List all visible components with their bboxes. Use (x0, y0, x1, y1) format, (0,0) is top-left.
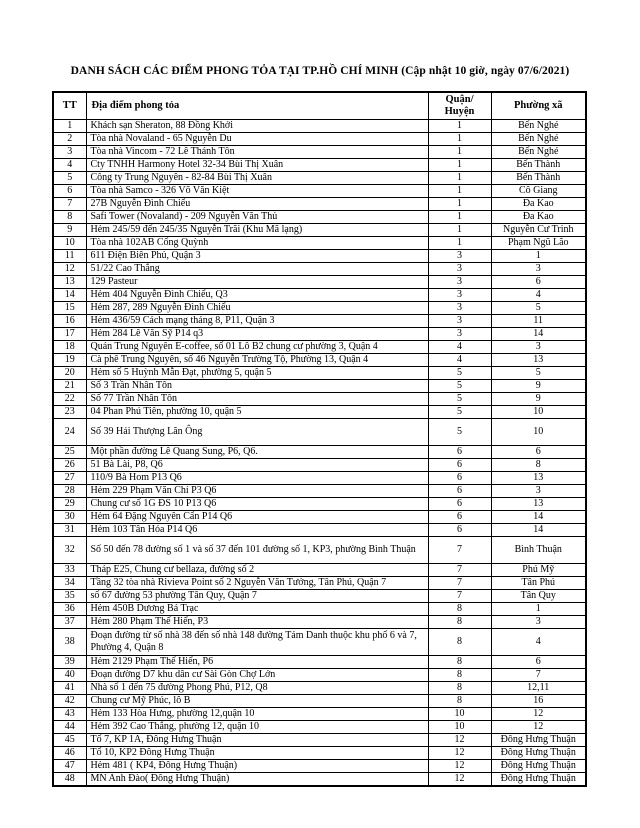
cell-ward: Đa Kao (491, 210, 586, 223)
table-row (53, 720, 586, 733)
table-row (53, 392, 586, 405)
cell-district: 5 (428, 418, 491, 445)
cell-tt: 42 (53, 694, 86, 707)
cell-location: Cty TNHH Harmony Hotel 32-34 Bùi Thị Xuân (86, 158, 428, 171)
cell-ward: 6 (491, 275, 586, 288)
cell-location: Hẻm 450B Dương Bá Trạc (86, 602, 428, 615)
cell-location: 611 Điện Biên Phủ, Quận 3 (86, 249, 428, 262)
cell-tt: 26 (53, 458, 86, 471)
cell-tt: 1 (53, 119, 86, 132)
cell-ward: 5 (491, 366, 586, 379)
cell-location: Hẻm 392 Cao Thắng, phường 12, quận 10 (86, 720, 428, 733)
cell-district: 12 (428, 772, 491, 786)
cell-location: Số 77 Trần Nhân Tôn (86, 392, 428, 405)
cell-tt: 32 (53, 536, 86, 563)
cell-district: 4 (428, 340, 491, 353)
cell-tt: 11 (53, 249, 86, 262)
column-header-district: Quận/ Huyện (428, 92, 491, 119)
cell-ward: Phạm Ngũ Lão (491, 236, 586, 249)
cell-tt: 28 (53, 484, 86, 497)
cell-ward: Nguyễn Cư Trinh (491, 223, 586, 236)
cell-tt: 31 (53, 523, 86, 536)
cell-ward: 14 (491, 523, 586, 536)
cell-district: 1 (428, 223, 491, 236)
cell-tt: 25 (53, 445, 86, 458)
table-row (53, 249, 586, 262)
cell-ward: 5 (491, 301, 586, 314)
cell-ward: 11 (491, 314, 586, 327)
cell-ward: 7 (491, 668, 586, 681)
cell-ward: Đông Hưng Thuận (491, 759, 586, 772)
cell-tt: 40 (53, 668, 86, 681)
cell-district: 6 (428, 458, 491, 471)
cell-tt: 33 (53, 563, 86, 576)
cell-tt: 3 (53, 145, 86, 158)
cell-district: 1 (428, 145, 491, 158)
cell-location: Số 39 Hải Thượng Lãn Ông (86, 418, 428, 445)
cell-location: Tháp E25, Chung cư bellaza, đường số 2 (86, 563, 428, 576)
cell-location: Chung cư số 1G ĐS 10 P13 Q6 (86, 497, 428, 510)
cell-tt: 45 (53, 733, 86, 746)
cell-ward: 3 (491, 484, 586, 497)
cell-district: 6 (428, 510, 491, 523)
cell-location: 129 Pasteur (86, 275, 428, 288)
cell-district: 1 (428, 119, 491, 132)
cell-tt: 35 (53, 589, 86, 602)
cell-tt: 27 (53, 471, 86, 484)
table-row (53, 615, 586, 628)
cell-location: số 67 đường 53 phường Tân Quy, Quận 7 (86, 589, 428, 602)
cell-ward: Tân Quy (491, 589, 586, 602)
cell-ward: 13 (491, 497, 586, 510)
cell-ward: Cô Giang (491, 184, 586, 197)
table-row (53, 458, 586, 471)
cell-tt: 13 (53, 275, 86, 288)
cell-location: 04 Phan Phú Tiên, phường 10, quận 5 (86, 405, 428, 418)
cell-ward: 14 (491, 327, 586, 340)
cell-location: Hẻm 404 Nguyễn Đình Chiểu, Q3 (86, 288, 428, 301)
cell-district: 6 (428, 523, 491, 536)
cell-location: Hẻm 481 ( KP4, Đông Hưng Thuận) (86, 759, 428, 772)
table-row (53, 655, 586, 668)
cell-district: 1 (428, 210, 491, 223)
table-row (53, 184, 586, 197)
table-row (53, 379, 586, 392)
table-header (53, 92, 586, 119)
table-row (53, 353, 586, 366)
lockdown-points-table (52, 91, 587, 787)
table-row (53, 681, 586, 694)
table-row (53, 471, 586, 484)
cell-district: 6 (428, 497, 491, 510)
cell-district: 1 (428, 171, 491, 184)
cell-location: Tổ 7, KP 1A, Đông Hưng Thuận (86, 733, 428, 746)
cell-location: Công ty Trung Nguyên - 82-84 Bùi Thị Xuân (86, 171, 428, 184)
table-row (53, 523, 586, 536)
cell-tt: 8 (53, 210, 86, 223)
column-header-tt: TT (53, 92, 86, 119)
cell-district: 3 (428, 275, 491, 288)
cell-ward: 3 (491, 615, 586, 628)
cell-district: 6 (428, 471, 491, 484)
cell-district: 8 (428, 681, 491, 694)
cell-ward: Bến Nghé (491, 132, 586, 145)
cell-location: Tòa nhà Novaland - 65 Nguyễn Du (86, 132, 428, 145)
cell-tt: 20 (53, 366, 86, 379)
cell-district: 1 (428, 184, 491, 197)
cell-ward: Đông Hưng Thuận (491, 746, 586, 759)
cell-location: Hẻm số 5 Huỳnh Mẫn Đạt, phường 5, quận 5 (86, 366, 428, 379)
cell-district: 12 (428, 733, 491, 746)
cell-ward: 9 (491, 379, 586, 392)
cell-tt: 41 (53, 681, 86, 694)
cell-location: Đoạn đường từ số nhà 38 đến số nhà 148 đường Tám Danh thuộc khu phố 6 và 7, Phường 4, Quận 8 (86, 628, 428, 655)
cell-ward: 1 (491, 602, 586, 615)
cell-location: 51 Bà Lài, P8, Q6 (86, 458, 428, 471)
table-row (53, 275, 586, 288)
cell-location: Tòa nhà Vincom - 72 Lê Thánh Tôn (86, 145, 428, 158)
cell-ward: 13 (491, 471, 586, 484)
cell-ward: Tân Phú (491, 576, 586, 589)
cell-tt: 48 (53, 772, 86, 786)
table-row (53, 171, 586, 184)
cell-location: Tòa nhà Samco - 326 Võ Văn Kiệt (86, 184, 428, 197)
cell-tt: 47 (53, 759, 86, 772)
table-row (53, 119, 586, 132)
cell-ward: Bến Thành (491, 171, 586, 184)
cell-ward: 12 (491, 720, 586, 733)
cell-location: 110/9 Bà Hom P13 Q6 (86, 471, 428, 484)
cell-tt: 36 (53, 602, 86, 615)
cell-location: Tổ 10, KP2 Đông Hưng Thuận (86, 746, 428, 759)
cell-location: Hẻm 284 Lê Văn Sỹ P14 q3 (86, 327, 428, 340)
cell-district: 8 (428, 668, 491, 681)
cell-ward: Bến Nghé (491, 145, 586, 158)
cell-location: 51/22 Cao Thắng (86, 262, 428, 275)
cell-ward: 9 (491, 392, 586, 405)
cell-district: 6 (428, 445, 491, 458)
cell-location: Số 3 Trần Nhân Tôn (86, 379, 428, 392)
cell-ward: 13 (491, 353, 586, 366)
table-row (53, 418, 586, 445)
cell-tt: 19 (53, 353, 86, 366)
table-row (53, 668, 586, 681)
cell-district: 1 (428, 236, 491, 249)
table-row (53, 327, 586, 340)
cell-tt: 5 (53, 171, 86, 184)
table-row (53, 602, 586, 615)
cell-district: 7 (428, 576, 491, 589)
cell-location: Safi Tower (Novaland) - 209 Nguyễn Văn Thủ (86, 210, 428, 223)
cell-tt: 29 (53, 497, 86, 510)
cell-district: 1 (428, 197, 491, 210)
cell-district: 8 (428, 694, 491, 707)
table-row (53, 628, 586, 655)
table-row (53, 158, 586, 171)
cell-ward: 1 (491, 249, 586, 262)
cell-location: Một phần đường Lê Quang Sung, P6, Q6. (86, 445, 428, 458)
table-row (53, 236, 586, 249)
table-row (53, 589, 586, 602)
cell-district: 10 (428, 707, 491, 720)
table-row (53, 145, 586, 158)
header-row (53, 92, 586, 119)
cell-ward: 4 (491, 628, 586, 655)
cell-location: Số 50 đến 78 đường số 1 và số 37 đến 101 đường số 1, KP3, phường Bình Thuận (86, 536, 428, 563)
cell-district: 3 (428, 249, 491, 262)
table-row (53, 223, 586, 236)
table-row (53, 262, 586, 275)
cell-tt: 14 (53, 288, 86, 301)
table-row (53, 405, 586, 418)
cell-ward: 4 (491, 288, 586, 301)
cell-district: 3 (428, 288, 491, 301)
cell-location: Tầng 32 tòa nhà Rivieva Point số 2 Nguyễn Văn Tưởng, Tân Phú, Quận 7 (86, 576, 428, 589)
cell-tt: 38 (53, 628, 86, 655)
cell-tt: 22 (53, 392, 86, 405)
cell-tt: 10 (53, 236, 86, 249)
cell-district: 8 (428, 628, 491, 655)
cell-ward: 14 (491, 510, 586, 523)
table-row (53, 340, 586, 353)
cell-tt: 21 (53, 379, 86, 392)
cell-district: 7 (428, 536, 491, 563)
cell-tt: 34 (53, 576, 86, 589)
table-row (53, 314, 586, 327)
table-row (53, 132, 586, 145)
table-row (53, 288, 586, 301)
cell-location: Hẻm 103 Tân Hóa P14 Q6 (86, 523, 428, 536)
cell-ward: Bến Thành (491, 158, 586, 171)
cell-tt: 39 (53, 655, 86, 668)
cell-tt: 6 (53, 184, 86, 197)
cell-ward: Phú Mỹ (491, 563, 586, 576)
table-row (53, 301, 586, 314)
cell-tt: 46 (53, 746, 86, 759)
cell-ward: 12,11 (491, 681, 586, 694)
cell-district: 7 (428, 563, 491, 576)
cell-tt: 4 (53, 158, 86, 171)
cell-tt: 7 (53, 197, 86, 210)
cell-location: Đoạn đường D7 khu dân cư Sài Gòn Chợ Lớn (86, 668, 428, 681)
cell-district: 12 (428, 746, 491, 759)
cell-district: 3 (428, 262, 491, 275)
cell-district: 1 (428, 158, 491, 171)
page-title: DANH SÁCH CÁC ĐIỂM PHONG TỎA TẠI TP.HỒ CHÍ MINH (Cập nhật 10 giờ, ngày 07/6/2021) (70, 65, 570, 77)
cell-tt: 37 (53, 615, 86, 628)
cell-ward: Bến Nghé (491, 119, 586, 132)
cell-location: Cà phê Trung Nguyên, số 46 Nguyễn Trường Tộ, Phường 13, Quận 4 (86, 353, 428, 366)
cell-tt: 2 (53, 132, 86, 145)
cell-tt: 43 (53, 707, 86, 720)
cell-tt: 23 (53, 405, 86, 418)
cell-district: 5 (428, 379, 491, 392)
cell-location: Tòa nhà 102AB Cống Quỳnh (86, 236, 428, 249)
table-row (53, 694, 586, 707)
cell-location: Hẻm 229 Phạm Văn Chí P3 Q6 (86, 484, 428, 497)
table-row (53, 510, 586, 523)
table-row (53, 197, 586, 210)
cell-ward: 6 (491, 655, 586, 668)
table-row (53, 707, 586, 720)
table-row (53, 733, 586, 746)
cell-ward: Đông Hưng Thuận (491, 733, 586, 746)
cell-location: Hẻm 133 Hòa Hưng, phường 12,quận 10 (86, 707, 428, 720)
table-row (53, 210, 586, 223)
cell-district: 10 (428, 720, 491, 733)
table-row (53, 366, 586, 379)
cell-tt: 44 (53, 720, 86, 733)
cell-ward: 3 (491, 262, 586, 275)
cell-tt: 12 (53, 262, 86, 275)
cell-district: 6 (428, 484, 491, 497)
cell-location: Hẻm 287, 289 Nguyễn Đình Chiểu (86, 301, 428, 314)
table-row (53, 484, 586, 497)
cell-tt: 18 (53, 340, 86, 353)
cell-location: Khách sạn Sheraton, 88 Đồng Khởi (86, 119, 428, 132)
cell-district: 3 (428, 327, 491, 340)
table-row (53, 772, 586, 786)
cell-ward: 8 (491, 458, 586, 471)
cell-district: 8 (428, 655, 491, 668)
cell-district: 4 (428, 353, 491, 366)
cell-location: Hẻm 436/59 Cách mạng tháng 8, P11, Quận 3 (86, 314, 428, 327)
cell-location: 27B Nguyễn Đình Chiểu (86, 197, 428, 210)
cell-district: 5 (428, 405, 491, 418)
cell-ward: Bình Thuận (491, 536, 586, 563)
cell-ward: Đa Kao (491, 197, 586, 210)
cell-district: 8 (428, 602, 491, 615)
column-header-ward: Phường xã (491, 92, 586, 119)
column-header-location: Địa điểm phong tỏa (86, 92, 428, 119)
cell-location: Hẻm 2129 Phạm Thế Hiển, P6 (86, 655, 428, 668)
cell-district: 5 (428, 392, 491, 405)
cell-tt: 30 (53, 510, 86, 523)
table-row (53, 576, 586, 589)
cell-district: 3 (428, 301, 491, 314)
table-body (53, 119, 586, 786)
cell-tt: 15 (53, 301, 86, 314)
cell-tt: 17 (53, 327, 86, 340)
cell-district: 12 (428, 759, 491, 772)
cell-district: 3 (428, 314, 491, 327)
cell-location: Quán Trung Nguyên E-coffee, số 01 Lô B2 chung cư phường 3, Quận 4 (86, 340, 428, 353)
table-row (53, 759, 586, 772)
cell-location: Nhà số 1 đến 75 đường Phong Phú, P12, Q8 (86, 681, 428, 694)
cell-ward: 16 (491, 694, 586, 707)
cell-district: 8 (428, 615, 491, 628)
cell-ward: 10 (491, 418, 586, 445)
cell-district: 7 (428, 589, 491, 602)
table-row (53, 445, 586, 458)
cell-district: 5 (428, 366, 491, 379)
cell-location: Hẻm 280 Phạm Thế Hiển, P3 (86, 615, 428, 628)
cell-tt: 9 (53, 223, 86, 236)
table-row (53, 746, 586, 759)
table-row (53, 563, 586, 576)
cell-ward: 3 (491, 340, 586, 353)
cell-tt: 16 (53, 314, 86, 327)
cell-location: Hẻm 245/59 đến 245/35 Nguyễn Trãi (Khu Mã lạng) (86, 223, 428, 236)
table-row (53, 536, 586, 563)
cell-location: Hẻm 64 Đặng Nguyên Cẩn P14 Q6 (86, 510, 428, 523)
table-row (53, 497, 586, 510)
cell-ward: Đông Hưng Thuận (491, 772, 586, 786)
cell-ward: 6 (491, 445, 586, 458)
cell-location: Chung cư Mỹ Phúc, lô B (86, 694, 428, 707)
cell-tt: 24 (53, 418, 86, 445)
cell-ward: 10 (491, 405, 586, 418)
cell-ward: 12 (491, 707, 586, 720)
cell-location: MN Anh Đào( Đông Hưng Thuận) (86, 772, 428, 786)
cell-district: 1 (428, 132, 491, 145)
